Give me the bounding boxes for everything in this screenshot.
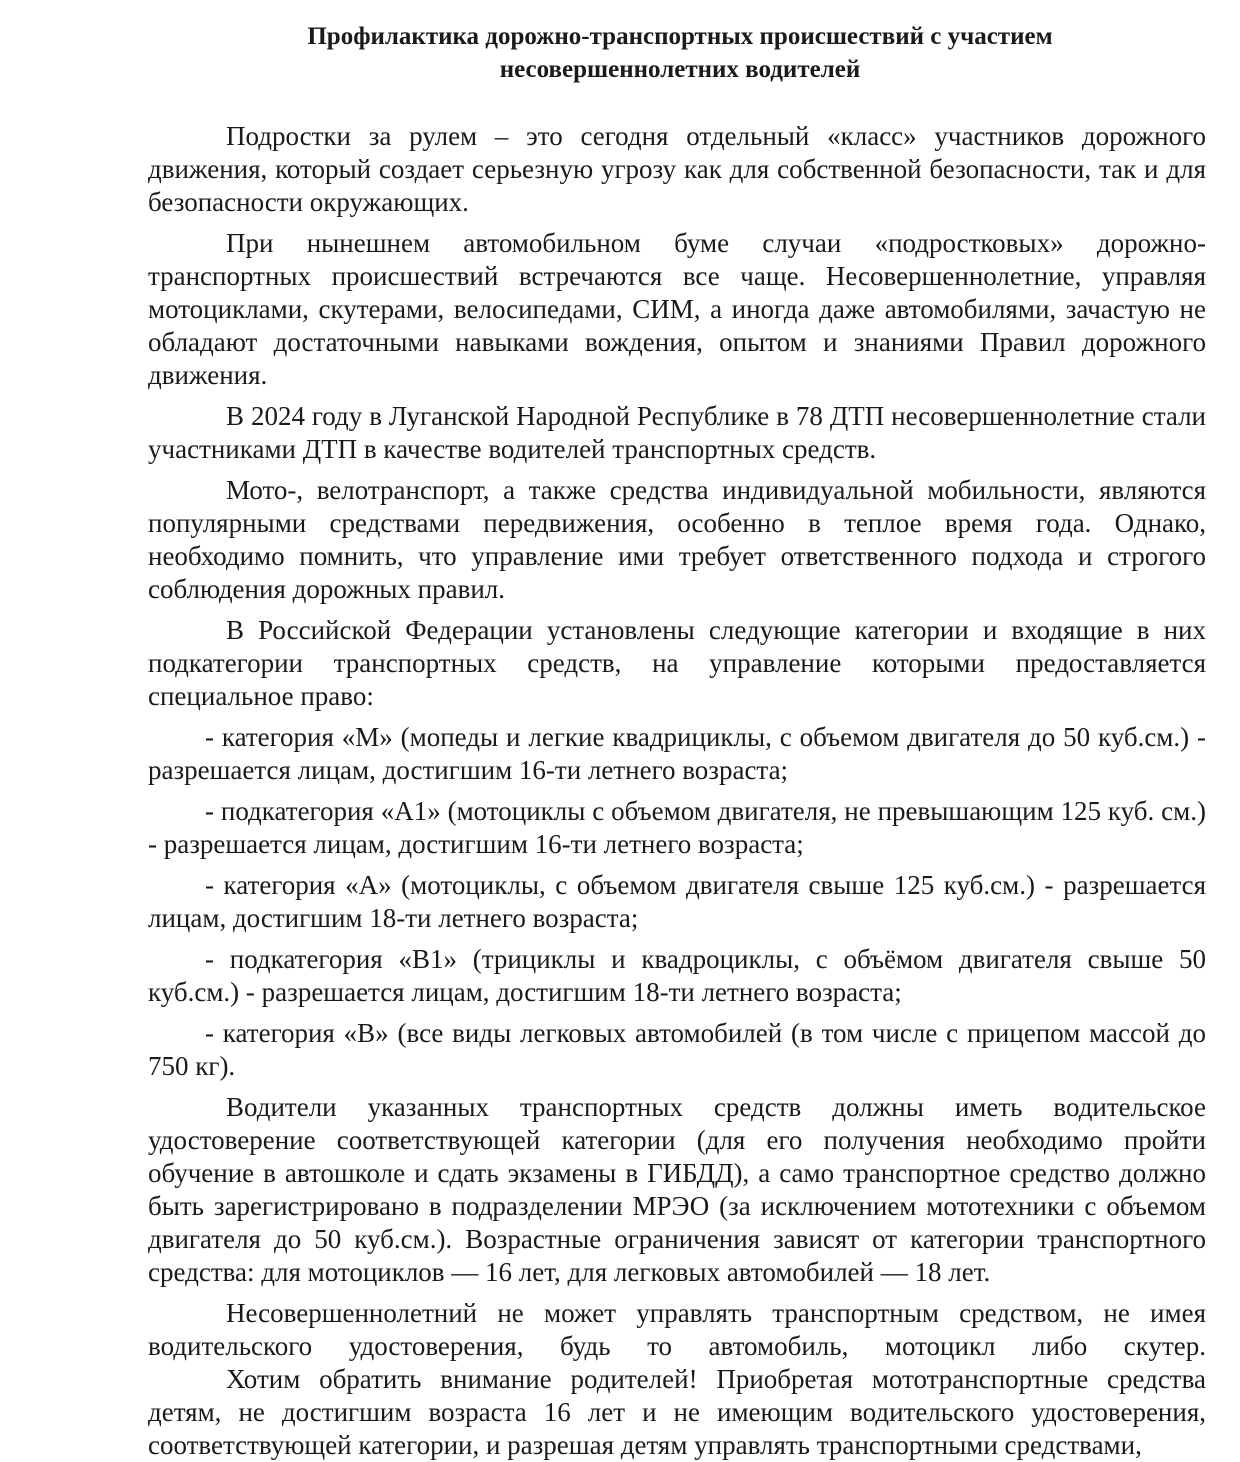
list-item-category-a: - категория «А» (мотоциклы, с объемом двигателя свыше 125 куб.см.) - разрешается лицам, достигшим 18-ти летнего возраста; [148, 870, 1206, 933]
paragraph-categories-intro: В Российской Федерации установлены следующие категории и входящие в них подкатегории транспортных средств, на управление которыми предоставляется специальное право: [148, 615, 1206, 711]
paragraph-no-license: Несовершеннолетний не может управлять транспортным средством, не имея водительского удостоверения, будь то автомобиль, мотоцикл либо скутер. [148, 1298, 1206, 1361]
list-item-category-b1: - подкатегория «В1» (трициклы и квадроциклы, с объёмом двигателя свыше 50 куб.см.) - разрешается лицам, достигшим 18-ти летнего возраста; [148, 944, 1206, 1007]
paragraph-teen-drivers: Подростки за рулем – это сегодня отдельный «класс» участников дорожного движения, который создает серьезную угрозу как для собственной безопасности, так и для безопасности окружающих. [148, 121, 1206, 217]
paragraph-auto-boom: При нынешнем автомобильном буме случаи «подростковых» дорожно-транспортных происшествий встречаются все чаще. Несовершеннолетние, управляя мотоциклами, скутерами, велосипедами, СИМ, а иногда даже автомобилями, зачастую не обладают достаточными навыками вождения, опытом и знаниями Правил дорожного движения. [148, 228, 1206, 390]
title-line-2: несовершеннолетних водителей [499, 56, 861, 83]
paragraph-license-requirements: Водители указанных транспортных средств должны иметь водительское удостоверение соответствующей категории (для его получения необходимо пройти обучение в автошколе и сдать экзамены в ГИБДД), а само транспортное средство должно быть зарегистрировано в подразделении МРЭО (за исключением мототехники с объемом двигателя до 50 куб.см.). Возрастные ограничения зависят от категории транспортного средства: для мотоциклов — 16 лет, для легковых автомобилей — 18 лет. [148, 1092, 1206, 1287]
document-body [148, 120, 1206, 1462]
list-item-category-m: - категория «М» (мопеды и легкие квадрициклы, с объемом двигателя до 50 куб.см.) - разрешается лицам, достигшим 16-ти летнего возраста; [148, 722, 1206, 785]
title-line-1: Профилактика дорожно-транспортных происшествий с участием [307, 23, 1053, 50]
paragraph-moto-velo: Мото-, велотранспорт, а также средства индивидуальной мобильности, являются популярными средствами передвижения, особенно в теплое время года. Однако, необходимо помнить, что управление ими требует ответственного подхода и строгого соблюдения дорожных правил. [148, 475, 1206, 604]
list-item-category-b: - категория «В» (все виды легковых автомобилей (в том числе с прицепом массой до 750 кг). [148, 1018, 1206, 1081]
document-title [160, 20, 1200, 86]
list-item-category-a1: - подкатегория «А1» (мотоциклы с объемом двигателя, не превышающим 125 куб. см.) - разрешается лицам, достигшим 16-ти летнего возраста; [148, 796, 1206, 859]
paragraph-parents-attention: Хотим обратить внимание родителей! Приобретая мототранспортные средства детям, не достигшим возраста 16 лет и не имеющим водительского удостоверения, соответствующей категории, и разрешая детям управлять транспортными средствами, [148, 1364, 1206, 1460]
paragraph-statistics-2024: В 2024 году в Луганской Народной Республике в 78 ДТП несовершеннолетние стали участниками ДТП в качестве водителей транспортных средств. [148, 401, 1206, 464]
